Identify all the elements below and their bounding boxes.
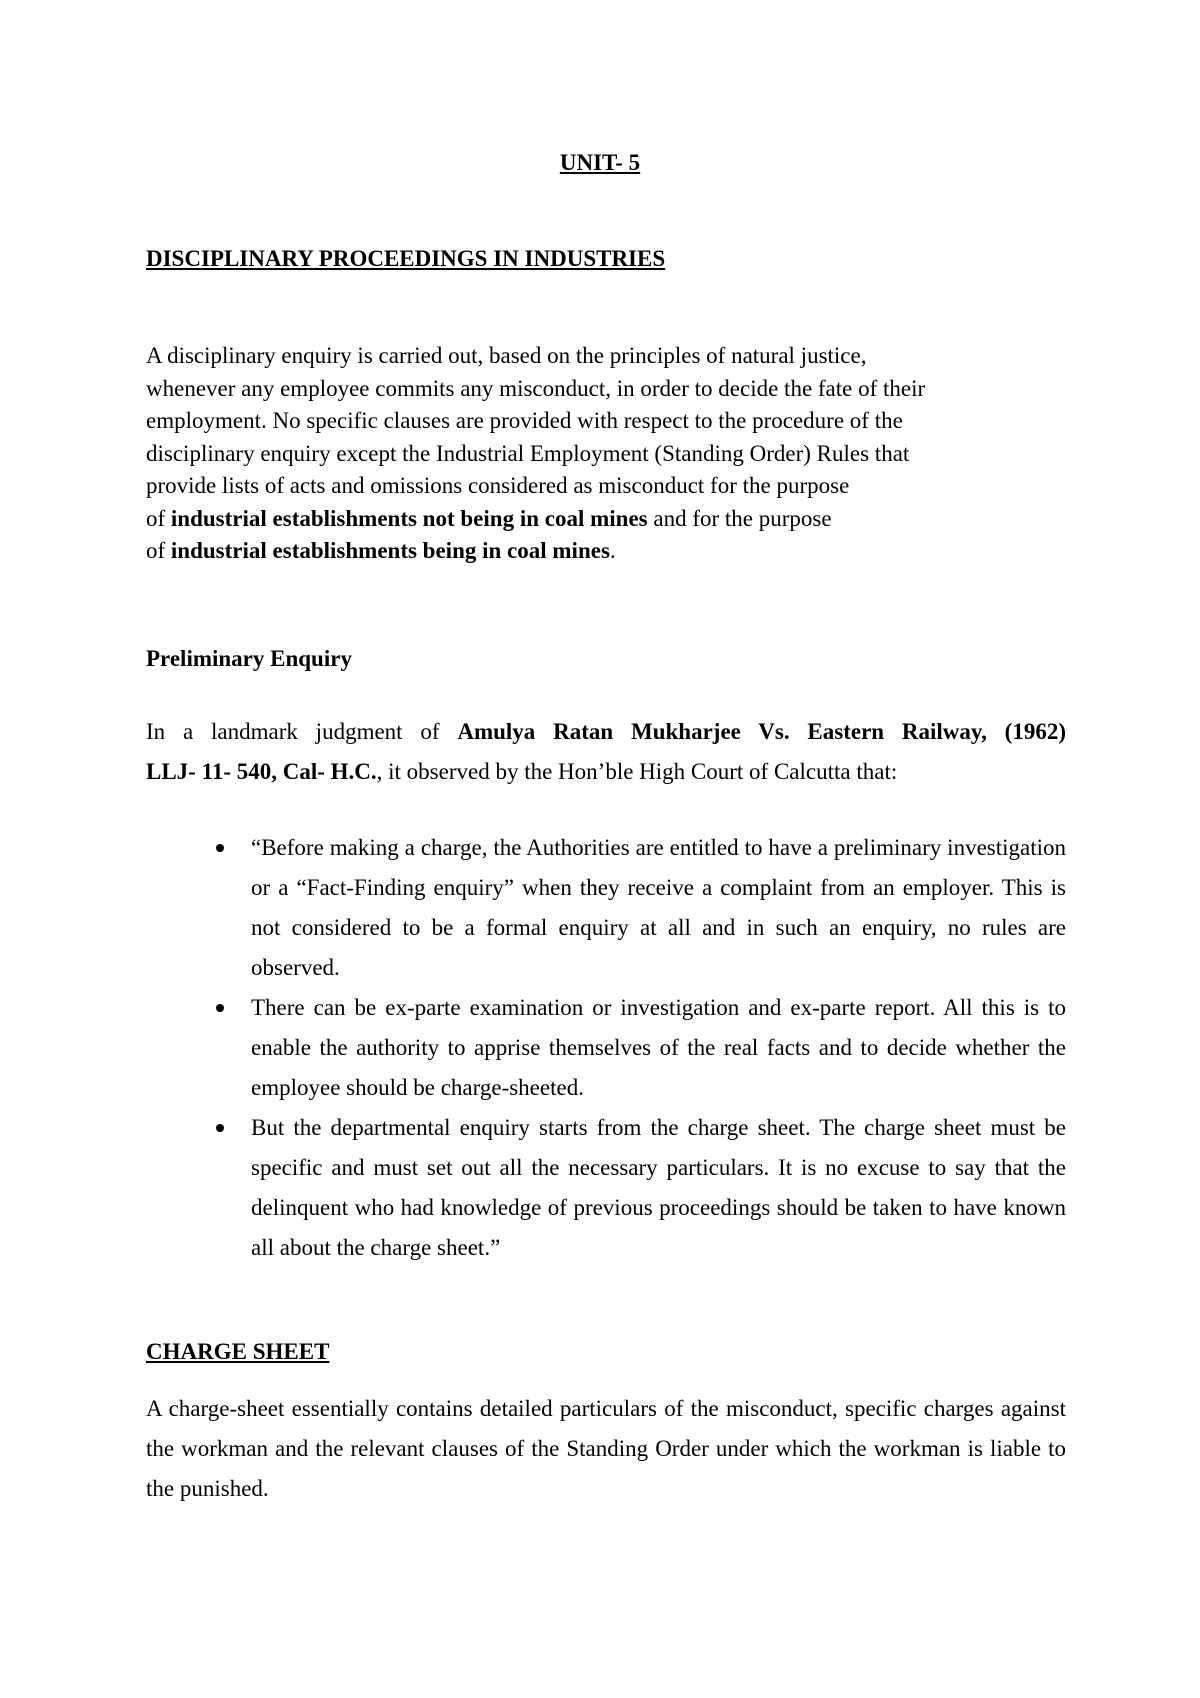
intro-text: of (146, 538, 171, 563)
list-item (204, 1108, 1066, 1268)
charge-sheet-paragraph: A charge-sheet essentially contains detailed particulars of the misconduct, specific charges against the workman and the relevant clauses of the Standing Order under which the workman is liable to the punished. (146, 1396, 1066, 1501)
case-citation: Amulya Ratan Mukharjee Vs. Eastern Railway, (1962) (457, 719, 1067, 744)
bullet-icon (216, 1004, 224, 1012)
bullet-icon (216, 1124, 224, 1132)
judgment-paragraph (146, 712, 1066, 792)
judgment-text: , it observed by the Hon’ble High Court of Calcutta that: (376, 759, 898, 784)
preliminary-enquiry-heading: Preliminary Enquiry (146, 646, 352, 671)
judgment-line (146, 712, 1066, 752)
list-item (204, 828, 1066, 988)
observations-list (204, 828, 1066, 1268)
intro-line (146, 503, 1066, 536)
case-citation: LLJ- 11- 540, Cal- H.C. (146, 759, 377, 784)
judgment-text: In a landmark judgment of (146, 719, 458, 744)
list-item-text: There can be ex-parte examination or investigation and ex-parte report. All this is to enable the authority to apprise themselves of the real facts and to decide whether the employee should be charge-sheeted. (251, 995, 1066, 1100)
intro-line: employment. No specific clauses are provided with respect to the procedure of the (146, 408, 903, 433)
bullet-icon (216, 844, 224, 852)
intro-text: and for the purpose (647, 505, 832, 531)
list-item-text: But the departmental enquiry starts from the charge sheet. The charge sheet must be specific and must set out all the necessary particulars. It is no excuse to say that the delinquent who had knowledge of previous proceedings should be taken to have known all about the charge sheet.” (251, 1115, 1066, 1260)
intro-line: disciplinary enquiry except the Industrial Employment (Standing Order) Rules that (146, 440, 910, 466)
unit-title: UNIT- 5 (559, 150, 641, 175)
list-item (204, 988, 1066, 1108)
intro-paragraph (146, 340, 1066, 568)
bold-term-not-coal-mines: industrial establishments not being in coal mines (170, 505, 648, 531)
intro-line: A disciplinary enquiry is carried out, based on the principles of natural justice, (146, 343, 867, 368)
list-item-text: “Before making a charge, the Authorities are entitled to have a preliminary investigation or a “Fact-Finding enquiry” when they receive a complaint from an employer. This is not considered to be a formal enquiry at all and in such an enquiry, no rules are observed. (251, 835, 1066, 980)
judgment-line (146, 752, 1066, 792)
main-heading: DISCIPLINARY PROCEEDINGS IN INDUSTRIES (146, 246, 666, 271)
intro-text: of (146, 505, 171, 531)
intro-line: provide lists of acts and omissions considered as misconduct for the purpose (146, 473, 850, 498)
bold-term-coal-mines: industrial establishments being in coal mines (170, 538, 610, 563)
intro-line: whenever any employee commits any misconduct, in order to decide the fate of their (146, 375, 926, 401)
charge-sheet-heading: CHARGE SHEET (146, 1339, 330, 1364)
intro-line (146, 535, 1066, 568)
intro-text: . (609, 538, 616, 563)
